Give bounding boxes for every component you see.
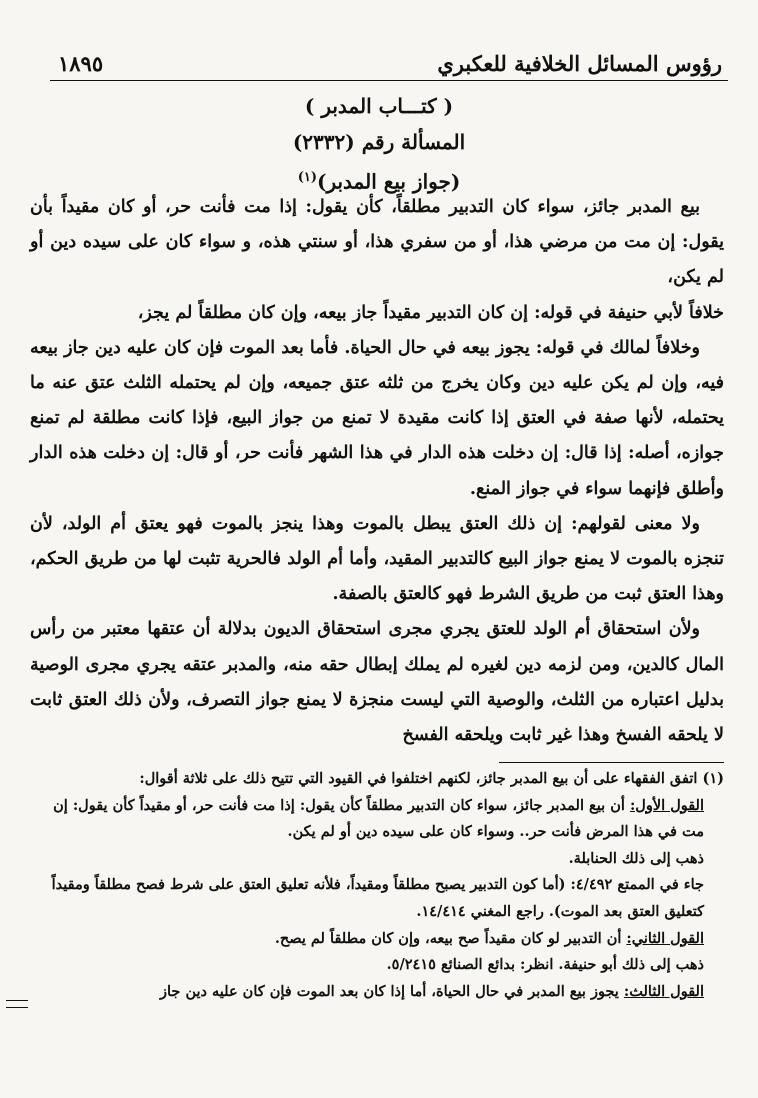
paragraph: وخلافاً لمالك في قوله: يجوز بيعه في حال الحياة. فأما بعد الموت فإن كان عليه دين جاز بيعه فيه، وإن لم يكن عليه دين وكان يخرج من ثلثه عتق جميعه، وإن لم يحتمله الثلث عتق عنه ما يحتمله، لأنها صفة في العتق إذا كانت مقيدة لا تمنع من جواز البيع، فإذا كانت مطلقة لم تمنع جوازه، أصله: إذا قال: إن دخلت هذه الدار في هذا الشهر فأنت حر، أو قال: إن دخلت هذه الدار وأطلق فإنهما سواء في جواز المنع. bbox=[30, 337, 724, 499]
chapter-titles bbox=[40, 88, 718, 200]
footnote-opinion-1 bbox=[40, 793, 724, 846]
footnote-intro: (١) اتفق الفقهاء على أن بيع المدبر جائز، لكنهم اختلفوا في القيود التي تتيح ذلك على ثلاثة أقوال: bbox=[139, 770, 724, 787]
paragraph: خلافاً لأبي حنيفة في قوله: إن كان التدبير مقيداً جاز بيعه، وإن كان مطلقاً لم يجز، bbox=[137, 302, 724, 323]
opinion-text: أن التدبير لو كان مقيداً صح بيعه، وإن كان مطلقاً لم يصح. bbox=[274, 929, 627, 947]
paragraph: ولأن استحقاق أم الولد للعتق يجري مجرى استحقاق الديون بدلالة أن عتقها معتبر من رأس المال كالدين، ومن لزمه دين لغيره لم يملك إبطال حقه منه، والمدبر عتقه يجري مجرى الوصية بدليل اعتباره من الثلث، والوصية التي ليست منجزة لا يمنع جواز التصرف، ولأن ذلك العتق ثابت لا يلحقه الفسخ وهذا غير ثابت ويلحقه الفسخ bbox=[30, 619, 724, 746]
opinion-label: القول الثاني: bbox=[626, 929, 704, 947]
page-number: ١٨٩٥ bbox=[58, 51, 104, 76]
footnotes bbox=[40, 766, 724, 1005]
continuation-mark bbox=[6, 1000, 28, 1008]
footnote-school-1: ذهب إلى ذلك الحنابلة. bbox=[568, 849, 704, 867]
footnote-divider bbox=[499, 762, 724, 763]
paragraph: بيع المدبر جائز، سواء كان التدبير مطلقاً، كأن يقول: إذا مت فأنت حر، أو كان مقيداً بأن يقول: إن مت من مرضي هذا، أو من سفري هذا، أو سنتي هذه، و سواء كان على سيده دين أو لم يكن، bbox=[30, 197, 724, 288]
footnote-opinion-3 bbox=[40, 979, 724, 1006]
opinion-label: القول الأول: bbox=[629, 796, 704, 814]
header-divider bbox=[50, 80, 728, 81]
running-title: رؤوس المسائل الخلافية للعكبري bbox=[437, 51, 722, 76]
opinion-text: يجوز بيع المدبر في حال الحياة، أما إذا كان بعد الموت فإن كان عليه دين جاز bbox=[160, 982, 624, 1000]
footnote-reference-1: جاء في الممتع ٤/٤٩٢: (أما كون التدبير يصبح مطلقاً ومقيداً، فلأنه تعليق العتق على شرط فصح مطلقاً ومقيداً كتعليق العتق بعد الموت). راجع المغني ١٤/٤١٤. bbox=[51, 876, 704, 920]
book-title: ( كتـــاب المدبر ) bbox=[304, 94, 454, 118]
footnote-reference: (١) bbox=[297, 170, 317, 185]
topic-title-text: (جواز بيع المدبر) bbox=[316, 169, 461, 194]
main-text bbox=[30, 190, 724, 753]
paragraph: ولا معنى لقولهم: إن ذلك العتق يبطل بالموت وهذا ينجز بالموت فهو يعتق أم الولد، لأن تنجزه بالموت لا يمنع جواز البيع كالتدبير المقيد، وأما أم الولد فالحرية تثبت لها من طريق الحكم، وهذا العتق ثبت من طريق الشرط فهو كالعتق بالصفة. bbox=[30, 513, 724, 605]
footnote-opinion-2 bbox=[40, 926, 724, 953]
opinion-text: أن بيع المدبر جائز، سواء كان التدبير مطلقاً كأن يقول: إذا مت فأنت حر، أو مقيداً كأن يقول: إن مت في هذا المرض فأنت حر.. وسواء كان على سيده دين أو لم يكن. bbox=[53, 796, 704, 841]
issue-title: المسألة رقم (٢٣٣٢) bbox=[292, 130, 466, 154]
running-header bbox=[58, 36, 722, 76]
footnote-school-2: ذهب إلى ذلك أبو حنيفة. انظر: بدائع الصنائع ٥/٢٤١٥. bbox=[386, 956, 704, 974]
opinion-label: القول الثالث: bbox=[623, 982, 704, 1000]
